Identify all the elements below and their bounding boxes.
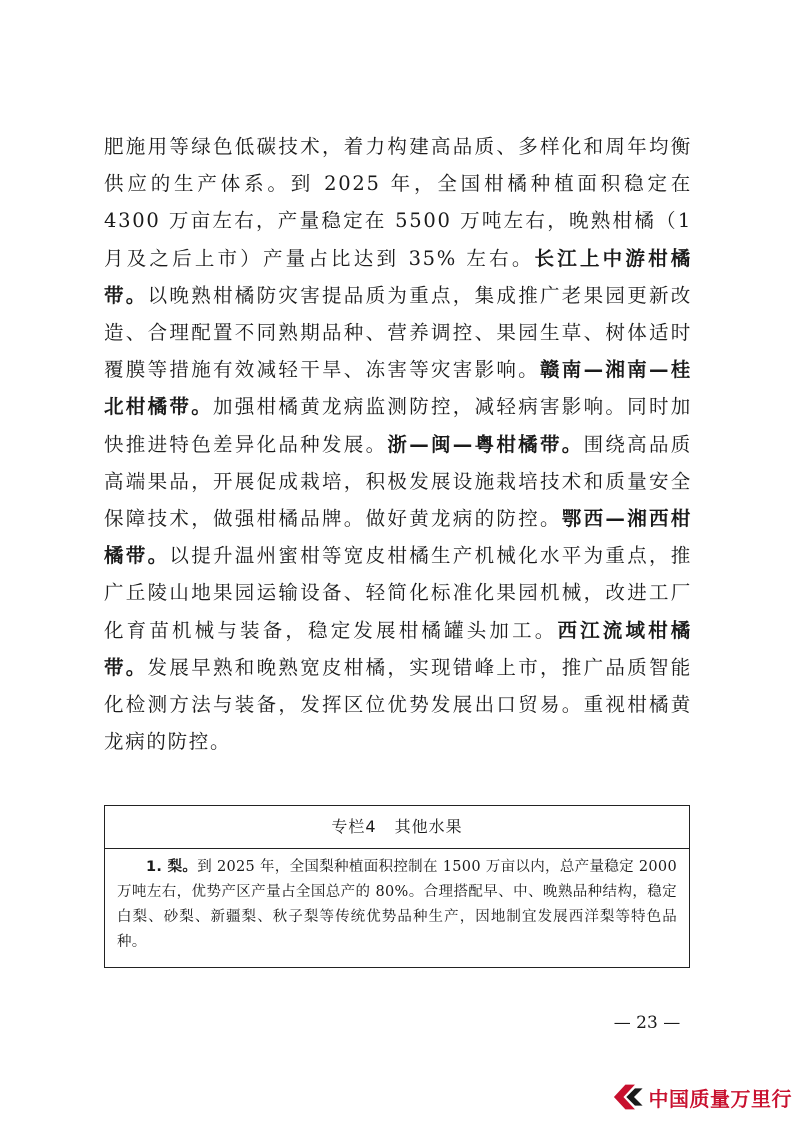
column-box-heading: 其他水果: [394, 817, 463, 836]
paragraph-intro: 肥施用等绿色低碳技术，着力构建高品质、多样化和周年均衡供应的生产体系。到 2025 年，全国柑橘种植面积稳定在 4300 万亩左右，产量稳定在 5500 万吨左右，晚熟柑橘（1 月及之后上市）产量占比达到 35% 左右。: [104, 135, 692, 270]
box-item-heading: 1. 梨。: [146, 859, 198, 875]
paragraph-gannan: 加强柑橘黄龙病监测防控，减轻病害影响。同时加快推进特色差异化品种发展。: [104, 395, 692, 456]
heading-zhemin-belt: 浙—闽—粤柑橘带。: [387, 432, 584, 456]
watermark: [612, 1080, 792, 1114]
chevron-logo-icon: [612, 1082, 645, 1112]
paragraph-exi: 以提升温州蜜柑等宽皮柑橘生产机械化水平为重点，推广丘陵山地果园运输设备、轻简化标准化果园机械，改进工厂化育苗机械与装备，稳定发展柑橘罐头加工。: [104, 544, 692, 642]
heading-exi-belt: 鄂西—湘西柑橘带。: [104, 507, 692, 568]
heading-xijiang-belt: 西江流域柑橘带。: [104, 618, 692, 679]
heading-gannan-belt: 赣南—湘南—桂北柑橘带。: [104, 358, 692, 419]
page-number: — 23 —: [613, 1013, 681, 1033]
body-text: [104, 128, 692, 760]
paragraph-zhemin: 围绕高品质高端果品，开展促成栽培，积极发展设施栽培技术和质量安全保障技术，做强柑橘品牌。做好黄龙病的防控。: [104, 432, 692, 531]
paragraph-changjiang: 以晚熟柑橘防灾害提品质为重点，集成推广老果园更新改造、合理配置不同熟期品种、营养调控、果园生草、树体适时覆膜等措施有效减轻干旱、冻害等灾害影响。: [104, 283, 692, 382]
watermark-text: 中国质量万里行: [648, 1086, 792, 1111]
column-box: [104, 805, 690, 968]
column-box-body: [105, 849, 689, 967]
box-item-text: 到 2025 年，全国梨种植面积控制在 1500 万亩以内，总产量稳定 2000 万吨左右，优势产区产量占全国总产的 80%。合理搭配早、中、晚熟品种结构，稳定白梨、砂梨、新疆梨、秋子梨等传统优势品种生产，因地制宜发展西洋梨等特色品种。: [117, 859, 677, 950]
column-box-label: 专栏4: [331, 817, 377, 836]
column-box-title: [105, 806, 689, 849]
paragraph-xijiang: 发展早熟和晚熟宽皮柑橘，实现错峰上市，推广品质智能化检测方法与装备，发挥区位优势发展出口贸易。重视柑橘黄龙病的防控。: [104, 655, 692, 754]
heading-changjiang-belt: 长江上中游柑橘带。: [104, 246, 692, 307]
